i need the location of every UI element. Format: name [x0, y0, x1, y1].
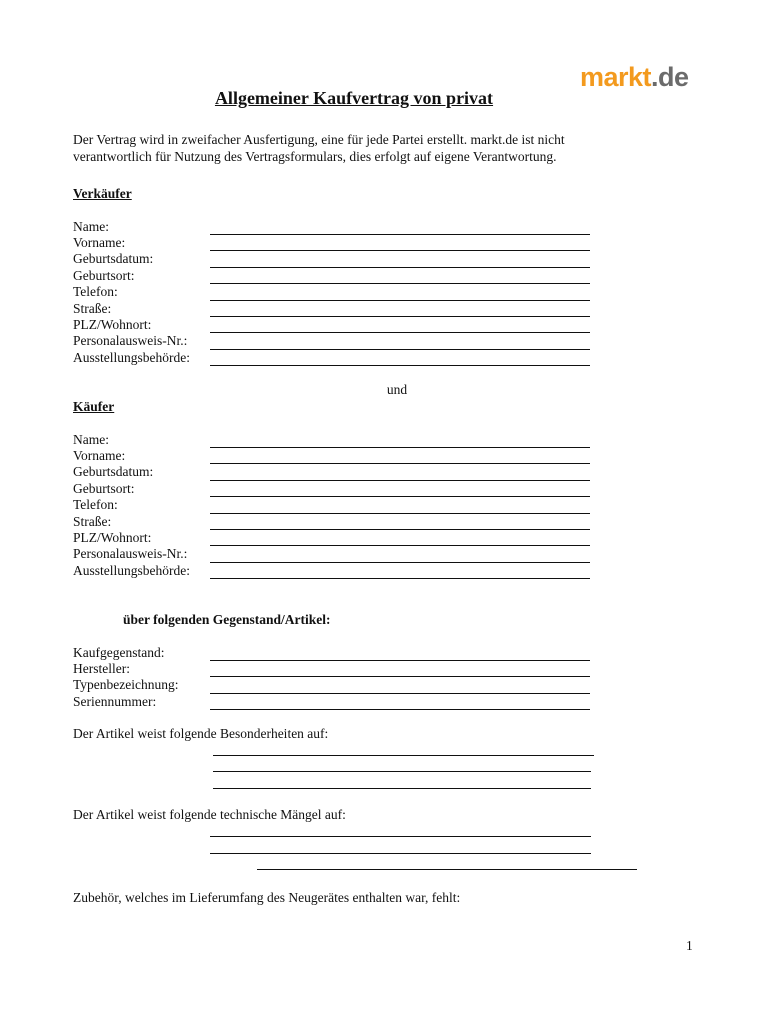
buyer-field: [73, 481, 593, 497]
field-label: Straße:: [73, 300, 112, 316]
buyer-field: [73, 514, 593, 530]
field-label: Vorname:: [73, 448, 126, 463]
intro-text: [73, 131, 565, 165]
field-label: Geburtsdatum:: [73, 464, 154, 480]
item-field: [73, 677, 593, 693]
and-separator: und: [386, 382, 408, 397]
intro-line-1: Der Vertrag wird in zweifacher Ausfertigung, eine für jede Partei erstellt. markt.de ist nicht: [73, 132, 565, 147]
field-label: Kaufgegenstand:: [73, 644, 165, 660]
seller-field: [73, 268, 593, 284]
buyer-field: [73, 448, 593, 464]
field-label: Geburtsort:: [73, 480, 135, 496]
buyer-field: [73, 563, 593, 579]
signature-line: [210, 365, 590, 366]
item-field: [73, 661, 593, 677]
seller-field: [73, 350, 593, 366]
seller-heading: Verkäufer: [73, 186, 132, 201]
seller-field: [73, 317, 593, 333]
field-label: Ausstellungsbehörde:: [73, 562, 190, 578]
seller-field: [73, 235, 593, 251]
defects-label: Der Artikel weist folgende technische Mängel auf:: [73, 807, 346, 822]
buyer-heading: Käufer: [73, 399, 115, 414]
signature-line: [210, 709, 590, 710]
buyer-field: [73, 546, 593, 562]
item-field: [73, 645, 593, 661]
field-label: Name:: [73, 218, 109, 234]
defects-line: [210, 853, 591, 854]
logo-part-de: .de: [651, 62, 689, 92]
item-heading: über folgenden Gegenstand/Artikel:: [123, 612, 331, 627]
seller-field: [73, 301, 593, 317]
field-label: PLZ/Wohnort:: [73, 530, 152, 545]
field-label: Telefon:: [73, 497, 118, 513]
seller-field: [73, 251, 593, 267]
field-label: Hersteller:: [73, 661, 130, 676]
features-line: [213, 771, 591, 772]
buyer-field: [73, 432, 593, 448]
accessories-label: Zubehör, welches im Lieferumfang des Neugerätes enthalten war, fehlt:: [73, 890, 461, 905]
field-label: Name:: [73, 431, 109, 447]
markt-de-logo: [580, 64, 689, 91]
seller-field: [73, 333, 593, 349]
seller-field: [73, 219, 593, 235]
document-title: Allgemeiner Kaufvertrag von privat: [214, 88, 494, 108]
defects-line: [210, 836, 591, 837]
intro-line-2: verantwortlich für Nutzung des Vertragsformulars, dies erfolgt auf eigene Verantwortung.: [73, 149, 557, 164]
features-label: Der Artikel weist folgende Besonderheiten auf:: [73, 726, 329, 741]
field-label: Vorname:: [73, 235, 126, 250]
field-label: Geburtsdatum:: [73, 251, 154, 267]
field-label: Typenbezeichnung:: [73, 677, 179, 693]
field-label: Straße:: [73, 513, 112, 529]
field-label: PLZ/Wohnort:: [73, 317, 152, 332]
features-line: [213, 755, 594, 756]
field-label: Personalausweis-Nr.:: [73, 546, 188, 562]
field-label: Telefon:: [73, 284, 118, 300]
field-label: Seriennummer:: [73, 693, 157, 709]
features-line: [213, 788, 591, 789]
buyer-field: [73, 530, 593, 546]
field-label: Ausstellungsbehörde:: [73, 349, 190, 365]
buyer-field: [73, 497, 593, 513]
signature-line: [210, 578, 590, 579]
defects-line: [257, 869, 637, 870]
field-label: Personalausweis-Nr.:: [73, 333, 188, 349]
buyer-field: [73, 464, 593, 480]
logo-part-markt: markt: [580, 62, 652, 92]
seller-field: [73, 284, 593, 300]
field-label: Geburtsort:: [73, 267, 135, 283]
page-number: 1: [686, 938, 693, 953]
item-field: [73, 694, 593, 710]
